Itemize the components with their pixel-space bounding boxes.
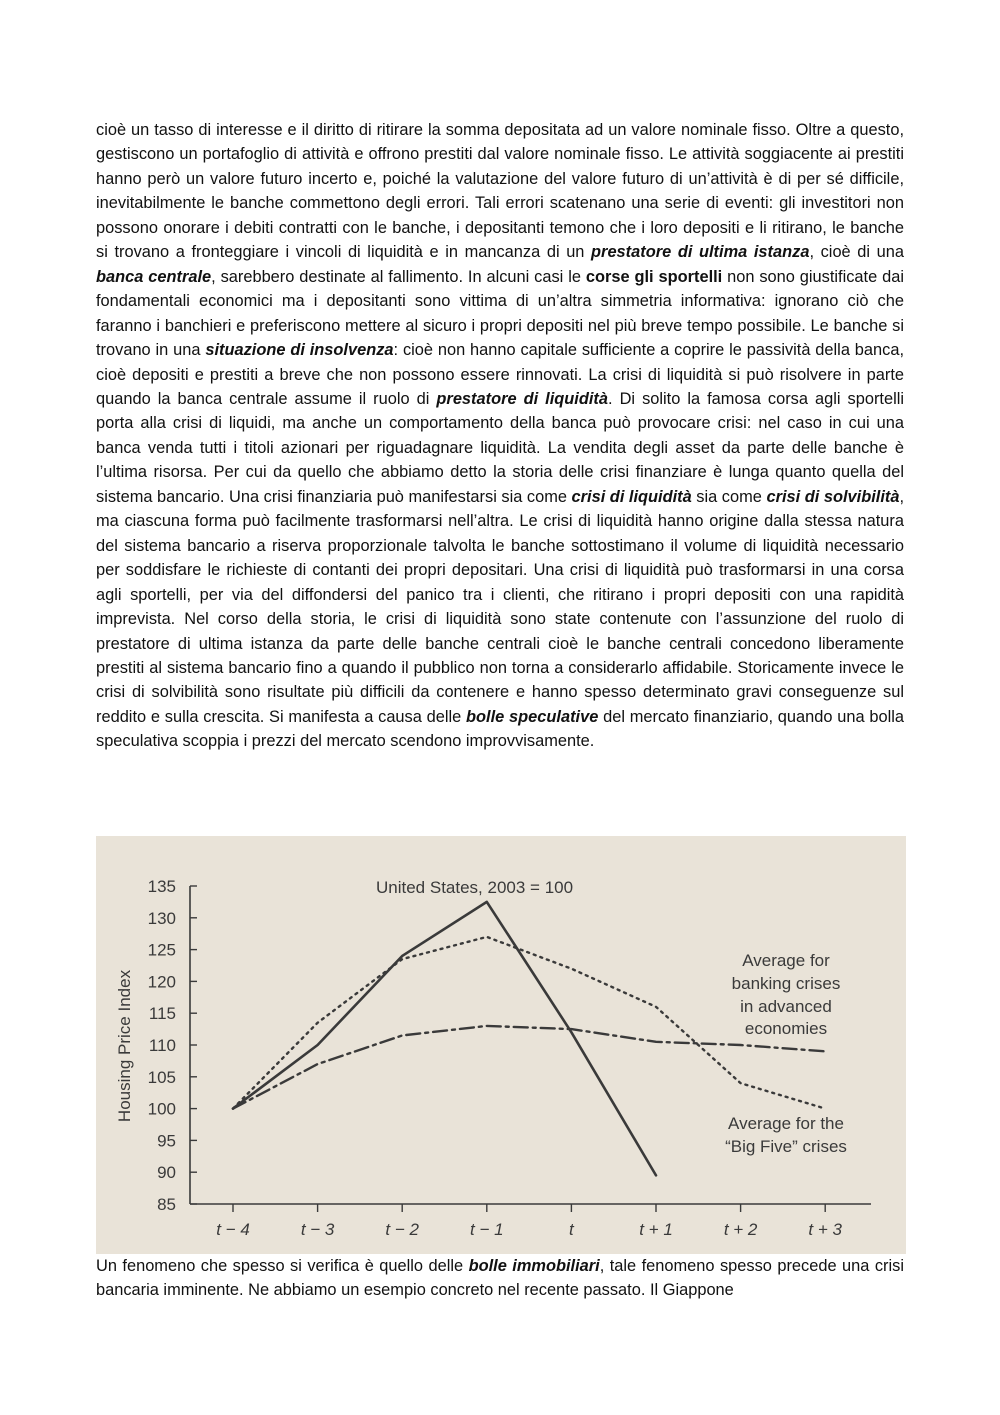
text-segment: , cioè di una [809,243,904,262]
y-tick-label: 130 [147,908,176,928]
series-line-united-states [233,902,656,1175]
y-tick-label: 135 [147,877,176,896]
chart-series-layer [233,902,828,1175]
text-segment: sia come [691,487,767,506]
x-tick-label: t [569,1220,574,1239]
annotation-advanced-line: banking crises [731,974,841,993]
annotation-advanced-line: Average for [742,951,830,970]
text-segment: , ma ciascuna forma può facilmente trasformarsi nell’altra. Le crisi di liquidità hanno origine dalla stessa natura del sistema bancario a riserva proporzionale talvolta le banche sottostimano il volume di liquidità necessario per soddisfare le richieste di contanti dei propri depositari. Una crisi di liquidità può trasformarsi in una corsa agli sportelli, per via del diffondersi del panico tra i clienti, che ritirano i propri depositi con una rapidità imprevista. Nel corso della storia, le crisi di liquidità sono state contenute con l’assunzione del ruolo di prestatore di ultima istanza da parte delle banche centrali cioè le banche centrali concedono liberamente prestiti al sistema bancario fino a quando il pubblico non torna a considerarlo affidabile. Storicamente invece le crisi di solvibilità sono risultate più difficili da contenere e hanno spesso determinato gravi conseguenze sul reddito e sulla crescita. Si manifesta a causa delle [96,487,905,726]
y-tick-label: 85 [157,1195,176,1214]
term-bolle-speculative: bolle speculative [466,707,599,726]
term-prestatore-liquidita: prestatore di liquidità [436,389,609,408]
chart-axes [148,877,871,1239]
y-tick-label: 105 [147,1067,176,1087]
annotation-united-states: United States, 2003 = 100 [376,878,574,897]
text-segment: del mercato finanziario, quando una bolla speculativa scoppia i prezzi del mercato scendono improvvisamente. [96,707,904,751]
annotation-big-five [725,1114,847,1156]
term-situazione-insolvenza: situazione di insolvenza [205,341,394,360]
y-tick-label: 115 [148,1004,176,1024]
text-segment: , sarebbero destinate al fallimento. In alcuni casi le [211,267,586,286]
annotation-bigfive-line: “Big Five” crises [725,1137,847,1156]
y-tick-label: 110 [148,1036,176,1055]
series-line-advanced-economies [233,1026,825,1109]
body-paragraph-1 [96,118,904,754]
x-tick-label: t − 2 [385,1220,419,1239]
term-corse-sportelli: corse gli sportelli [585,267,723,286]
y-tick-label: 95 [157,1131,176,1151]
annotation-advanced-line: in advanced [740,997,832,1016]
y-tick-label: 120 [147,972,176,992]
text-segment: . Di solito la famosa corsa agli sportelli porta alla crisi di liquidi, ma anche un comportamento della banca può provocare crisi: nel caso in cui una banca venda tutti i titoli azionari per riguadagnare liquidità. La vendita degli asset da parte delle banche è l’ultima risorsa. Per cui da quello che abbiamo detto la storia delle crisi finanziare è lunga quanto quella del sistema bancario. Una crisi finanziaria può manifestarsi sia come [96,389,904,506]
annotation-bigfive-line: Average for the [728,1114,844,1133]
x-tick-label: t − 1 [470,1220,504,1239]
housing-price-chart [96,836,906,1254]
x-tick-label: t + 1 [639,1220,673,1239]
text-segment: cioè un tasso di interesse e il diritto di ritirare la somma depositata ad un valore nominale fisso. Oltre a questo, gestiscono un portafoglio di attività e offrono prestiti dal valore nominale fisso. Le attività soggiacente ai prestiti hanno però un valore futuro incerto e, poiché la valutazione del valore futuro di un’attività è di per sé difficile, inevitabilmente le banche commettono degli errori. Tali errori scatenano una serie di eventi: gli investitori non possono onorare i debiti contratti con le banche, i depositanti temono che i loro depositi e li ritirano, le banche si trovano a fronteggiare i vincoli di liquidità e in mancanza di un [96,121,904,262]
series-line-big-five [233,937,828,1109]
x-tick-label: t − 4 [216,1220,250,1239]
x-tick-label: t + 3 [808,1220,842,1239]
y-axis-label: Housing Price Index [115,969,134,1123]
term-prestatore-ultima-istanza: prestatore di ultima istanza [591,243,810,262]
body-paragraph-2 [96,1254,904,1303]
term-crisi-solvibilita: crisi di solvibilità [766,487,900,506]
y-tick-label: 100 [147,1099,176,1119]
y-tick-label: 90 [157,1163,176,1183]
annotation-advanced-line: economies [744,1019,828,1038]
x-tick-label: t − 3 [300,1220,335,1239]
term-bolle-immobiliari: bolle immobiliari [468,1257,600,1275]
annotation-advanced-economies [732,951,841,1038]
text-segment: non sono giustificate dai fondamentali economici ma i depositanti sono vittima di un’altra simmetria informativa: ignorano ciò che faranno i banchieri e preferiscono mettere al sicuro i propri depositi nel più breve tempo possibile. Le banche si trovano in una [96,267,904,360]
text-segment: , tale fenomeno spesso precede una crisi bancaria imminente. Ne abbiamo un esempio concreto nel recente passato. Il Giappone [96,1257,904,1300]
text-segment: : cioè non hanno capitale sufficiente a coprire le passività della banca, cioè depositi e prestiti a breve che non possono essere rinnovati. La crisi di liquidità si può risolvere in parte quando la banca centrale assume il ruolo di [96,341,905,408]
term-banca-centrale: banca centrale [96,267,212,286]
chart-svg [96,836,906,1254]
term-crisi-liquidita: crisi di liquidità [571,487,692,506]
x-tick-label: t + 2 [723,1220,758,1239]
y-tick-label: 125 [147,940,176,960]
text-segment: Un fenomeno che spesso si verifica è quello delle [96,1257,469,1275]
